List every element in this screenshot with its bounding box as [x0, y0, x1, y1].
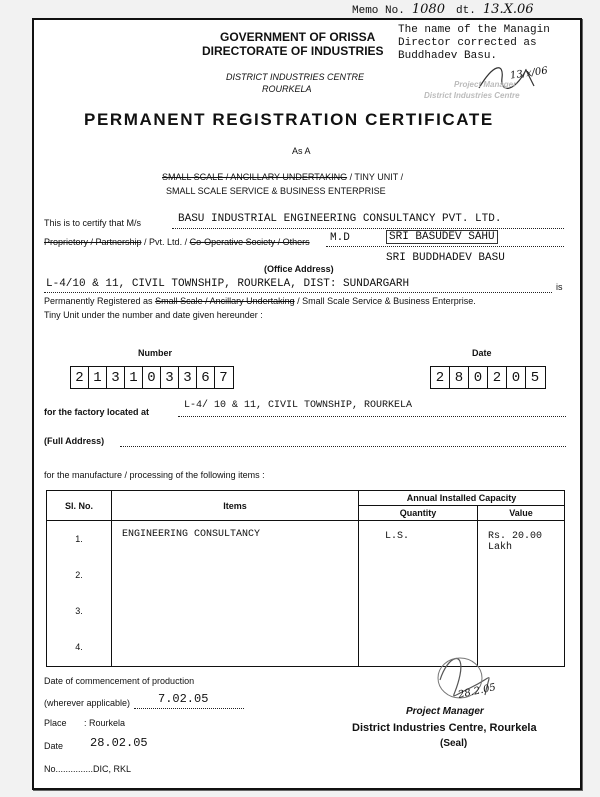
issue-date-label: Date [44, 741, 64, 751]
reg-prefix: Permanently Registered as [44, 296, 156, 306]
commencement-dots [134, 708, 244, 709]
number-digit: 1 [125, 367, 143, 388]
coop-struck: Co-Operative Society / Others [189, 237, 310, 247]
person-2: SRI BUDDHADEV BASU [386, 252, 505, 264]
reg-rest: / Small Scale Service & Business Enterprise. [294, 296, 476, 306]
registration-number-box [70, 366, 234, 389]
col-sl-no: Sl. No. [47, 491, 112, 521]
category-struck: SMALL SCALE / ANCILLARY UNDERTAKING [162, 172, 348, 182]
correction-line-1: The name of the Managin [398, 24, 550, 36]
row-value [478, 593, 565, 629]
certify-prefix: This is to certify that M/s [44, 218, 142, 228]
certificate-title: PERMANENT REGISTRATION CERTIFICATE [84, 110, 494, 129]
place-value: : Rourkela [84, 718, 126, 728]
table-row [47, 557, 565, 593]
row-sl: 2. [47, 557, 112, 593]
category-line-1 [162, 172, 403, 182]
place-label: Place [44, 718, 67, 728]
row-quantity [359, 593, 478, 629]
registered-line [44, 296, 476, 306]
date-digit: 8 [450, 367, 469, 388]
memo-number: 1080 [411, 2, 445, 17]
row-item [112, 557, 359, 593]
office-address: L-4/10 & 11, CIVIL TOWNSHIP, ROURKELA, DIST: SUNDARGARH [46, 278, 410, 290]
constitution-line [44, 237, 310, 247]
no-line: No...............DIC, RKL [44, 764, 132, 774]
correction-date: 13/x/06 [509, 65, 549, 82]
col-capacity: Annual Installed Capacity [359, 491, 565, 506]
signature-date: 28.2.05 [457, 682, 497, 701]
person-1: SRI BASUDEV SAHU [386, 230, 498, 244]
gov-heading: GOVERNMENT OF ORISSA [220, 30, 376, 44]
firm-name-dots [172, 228, 564, 229]
row-item: ENGINEERING CONSULTANCY [112, 521, 359, 557]
row-quantity [359, 557, 478, 593]
items-table [46, 490, 565, 667]
row-item [112, 629, 359, 667]
is-label: is [556, 282, 563, 292]
row-sl: 3. [47, 593, 112, 629]
signatory-title: Project Manager [406, 706, 484, 717]
factory-value: L-4/ 10 & 11, CIVIL TOWNSHIP, ROURKELA [184, 400, 413, 411]
row-quantity: L.S. [359, 521, 478, 557]
date-label: Date [472, 348, 492, 358]
as-a-label: As A [292, 146, 311, 156]
row-value [478, 557, 565, 593]
col-value: Value [478, 506, 565, 521]
number-digit: 6 [197, 367, 215, 388]
correction-line-3: Buddhadev Basu. [398, 50, 498, 62]
correction-line-2: Director corrected as [398, 37, 537, 49]
memo-date-label: dt. [456, 5, 476, 17]
number-digit: 3 [179, 367, 197, 388]
col-quantity: Quantity [359, 506, 478, 521]
registration-date-box [430, 366, 546, 389]
row-sl: 1. [47, 521, 112, 557]
factory-label: for the factory located at [44, 407, 150, 417]
number-label: Number [138, 348, 173, 358]
row-value: Rs. 20.00 Lakh [478, 521, 565, 557]
date-digit: 2 [431, 367, 450, 388]
date-digit: 2 [488, 367, 507, 388]
number-digit: 3 [107, 367, 125, 388]
category-rest: / TINY UNIT / [347, 172, 404, 182]
ghost-stamp-1: Project Manager [454, 80, 517, 89]
signatory-office: District Industries Centre, Rourkela [352, 722, 537, 734]
table-row [47, 521, 565, 557]
number-digit: 1 [89, 367, 107, 388]
table-row [47, 593, 565, 629]
city-heading: ROURKELA [262, 84, 312, 94]
date-digit: 5 [530, 369, 540, 386]
prop-struck: Proprietory / Partnership [44, 237, 142, 247]
centre-heading: DISTRICT INDUSTRIES CENTRE [226, 72, 365, 82]
directorate-heading: DIRECTORATE OF INDUSTRIES [202, 44, 384, 58]
factory-dots [178, 416, 566, 417]
signature-icon [430, 650, 510, 710]
date-digit: 0 [469, 367, 488, 388]
reg-struck: Small Scale / Ancillary Undertaking [155, 296, 295, 306]
seal-label: (Seal) [440, 738, 468, 749]
commencement-date: 7.02.05 [158, 692, 209, 706]
wherever-label: (wherever applicable) [44, 698, 131, 708]
tiny-line: Tiny Unit under the number and date given hereunder : [44, 310, 263, 320]
address-dots [44, 292, 552, 293]
office-address-label: (Office Address) [264, 264, 334, 274]
row-item [112, 593, 359, 629]
number-digit: 2 [71, 367, 89, 388]
issue-date-value: 28.02.05 [90, 736, 148, 750]
person-dots [326, 246, 564, 247]
date-digit: 0 [507, 367, 526, 388]
ghost-stamp-2: District Industries Centre [424, 91, 520, 100]
md-initials: M.D [330, 232, 350, 244]
memo-date: 13.X.06 [482, 2, 534, 17]
commencement-label: Date of commencement of production [44, 676, 195, 686]
memo-line [352, 2, 534, 17]
number-digit: 7 [219, 369, 228, 386]
category-line-2: SMALL SCALE SERVICE & BUSINESS ENTERPRISE [166, 186, 386, 196]
certificate-page [32, 18, 582, 790]
col-items: Items [112, 491, 359, 521]
full-address-label: (Full Address) [44, 436, 105, 446]
number-digit: 3 [161, 367, 179, 388]
number-digit: 0 [143, 367, 161, 388]
row-sl: 4. [47, 629, 112, 667]
full-address-dots [120, 446, 566, 447]
prop-mid: / Pvt. Ltd. / [141, 237, 190, 247]
firm-name: BASU INDUSTRIAL ENGINEERING CONSULTANCY PVT. LTD. [178, 213, 502, 225]
manufacture-label: for the manufacture / processing of the following items : [44, 470, 265, 480]
memo-label: Memo No. [352, 5, 405, 17]
